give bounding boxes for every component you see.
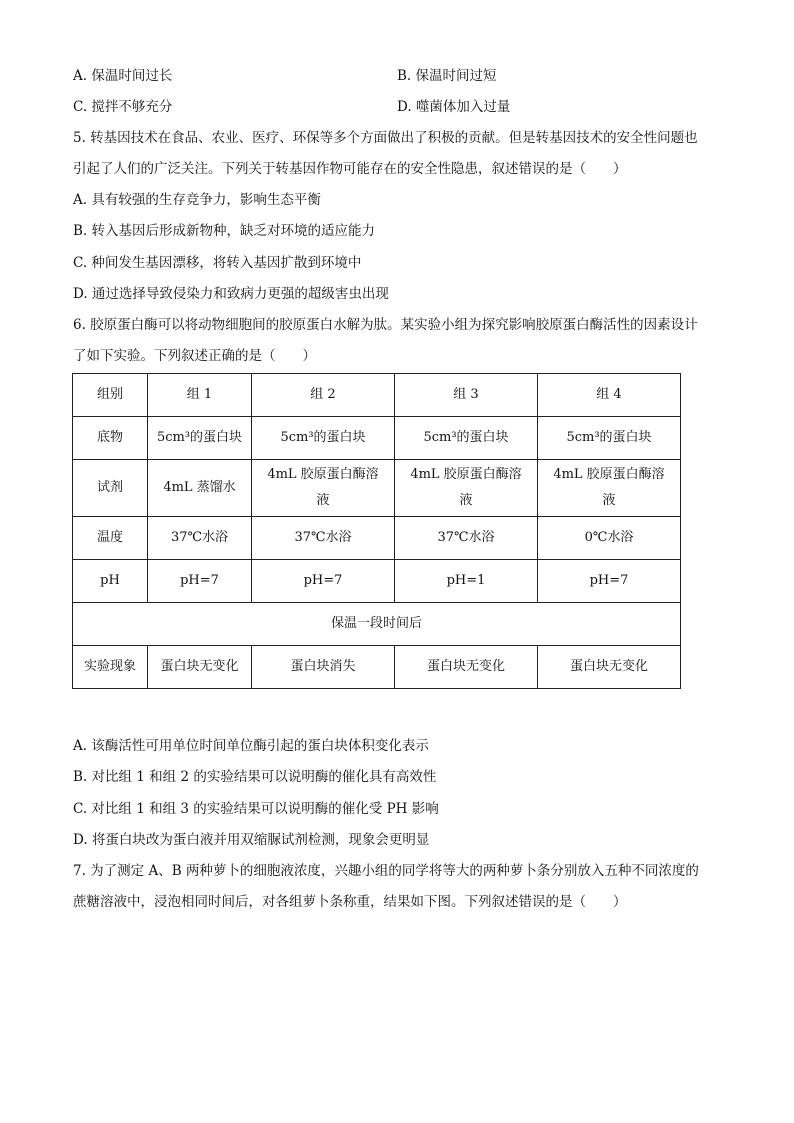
cell-line: 液 bbox=[602, 493, 616, 508]
table-cell: 37℃水浴 bbox=[252, 517, 395, 560]
table-row-ph bbox=[73, 560, 681, 603]
table-cell: 温度 bbox=[73, 517, 148, 560]
table-cell bbox=[538, 460, 681, 517]
table-cell bbox=[395, 460, 538, 517]
table-cell: 实验现象 bbox=[73, 646, 148, 689]
table-cell: pH=7 bbox=[538, 560, 681, 603]
cell-line: 4mL 胶原蛋白酶溶 bbox=[410, 467, 522, 482]
table-row-result bbox=[73, 646, 681, 689]
table-cell: pH=7 bbox=[148, 560, 252, 603]
q5-option-a: A. 具有较强的生存竞争力，影响生态平衡 bbox=[73, 192, 321, 208]
table-row-temperature bbox=[73, 517, 681, 560]
q6-stem-line2: 了如下实验。下列叙述正确的是（ ） bbox=[73, 348, 316, 364]
table-cell: 4mL 蒸馏水 bbox=[148, 460, 252, 517]
table-cell: 蛋白块无变化 bbox=[148, 646, 252, 689]
q4-option-c: C. 搅拌不够充分 bbox=[73, 99, 173, 115]
table-row-reagent bbox=[73, 460, 681, 517]
table-row-span bbox=[73, 603, 681, 646]
table-cell: 组 2 bbox=[252, 374, 395, 417]
table-cell: 蛋白块无变化 bbox=[395, 646, 538, 689]
table-cell: 37℃水浴 bbox=[148, 517, 252, 560]
table-cell: 37℃水浴 bbox=[395, 517, 538, 560]
cell-line: 4mL 胶原蛋白酶溶 bbox=[553, 467, 665, 482]
table-cell: 0℃水浴 bbox=[538, 517, 681, 560]
cell-line: 4mL 胶原蛋白酶溶 bbox=[267, 467, 379, 482]
table-cell bbox=[252, 460, 395, 517]
q6-stem-line1: 6. 胶原蛋白酶可以将动物细胞间的胶原蛋白水解为肽。某实验小组为探究影响胶原蛋白酶活性的因素设计 bbox=[73, 317, 698, 333]
table-cell: 蛋白块消失 bbox=[252, 646, 395, 689]
table-cell: 5cm³的蛋白块 bbox=[538, 417, 681, 460]
q5-stem-line2: 引起了人们的广泛关注。下列关于转基因作物可能存在的安全性隐患，叙述错误的是（ ） bbox=[73, 161, 627, 177]
table-cell: pH bbox=[73, 560, 148, 603]
q7-stem-line2: 蔗糖溶液中，浸泡相同时间后，对各组萝卜条称重，结果如下图。下列叙述错误的是（ ） bbox=[73, 894, 627, 910]
table-cell: 组 4 bbox=[538, 374, 681, 417]
q6-option-c: C. 对比组 1 和组 3 的实验结果可以说明酶的催化受 PH 影响 bbox=[73, 801, 439, 817]
cell-line: 液 bbox=[459, 493, 473, 508]
table-row-substrate bbox=[73, 417, 681, 460]
table-cell: 5cm³的蛋白块 bbox=[148, 417, 252, 460]
table-cell: 底物 bbox=[73, 417, 148, 460]
table-cell: 试剂 bbox=[73, 460, 148, 517]
table-cell: pH=7 bbox=[252, 560, 395, 603]
table-cell: 组 3 bbox=[395, 374, 538, 417]
experiment-table bbox=[72, 373, 681, 689]
q7-stem-line1: 7. 为了测定 A、B 两种萝卜的细胞液浓度，兴趣小组的同学将等大的两种萝卜条分别放入五种不同浓度的 bbox=[73, 863, 699, 879]
q6-option-b: B. 对比组 1 和组 2 的实验结果可以说明酶的催化具有高效性 bbox=[73, 769, 437, 785]
table-cell: 蛋白块无变化 bbox=[538, 646, 681, 689]
table-cell: 组 1 bbox=[148, 374, 252, 417]
q4-option-b: B. 保温时间过短 bbox=[397, 68, 497, 84]
q6-option-a: A. 该酶活性可用单位时间单位酶引起的蛋白块体积变化表示 bbox=[73, 738, 429, 754]
table-cell: 5cm³的蛋白块 bbox=[395, 417, 538, 460]
q4-option-a: A. 保温时间过长 bbox=[73, 68, 173, 84]
table-row-header bbox=[73, 374, 681, 417]
table-cell: 保温一段时间后 bbox=[73, 603, 681, 646]
table-cell: 5cm³的蛋白块 bbox=[252, 417, 395, 460]
q4-option-d: D. 噬菌体加入过量 bbox=[397, 99, 511, 115]
cell-line: 液 bbox=[316, 493, 330, 508]
q5-stem-line1: 5. 转基因技术在食品、农业、医疗、环保等多个方面做出了积极的贡献。但是转基因技术的安全性问题也 bbox=[73, 130, 698, 146]
q5-option-c: C. 种间发生基因漂移，将转入基因扩散到环境中 bbox=[73, 255, 362, 271]
table-cell: pH=1 bbox=[395, 560, 538, 603]
q5-option-b: B. 转入基因后形成新物种，缺乏对环境的适应能力 bbox=[73, 223, 376, 239]
q6-option-d: D. 将蛋白块改为蛋白液并用双缩脲试剂检测，现象会更明显 bbox=[73, 832, 430, 848]
q5-option-d: D. 通过选择导致侵染力和致病力更强的超级害虫出现 bbox=[73, 286, 389, 302]
table-cell: 组别 bbox=[73, 374, 148, 417]
